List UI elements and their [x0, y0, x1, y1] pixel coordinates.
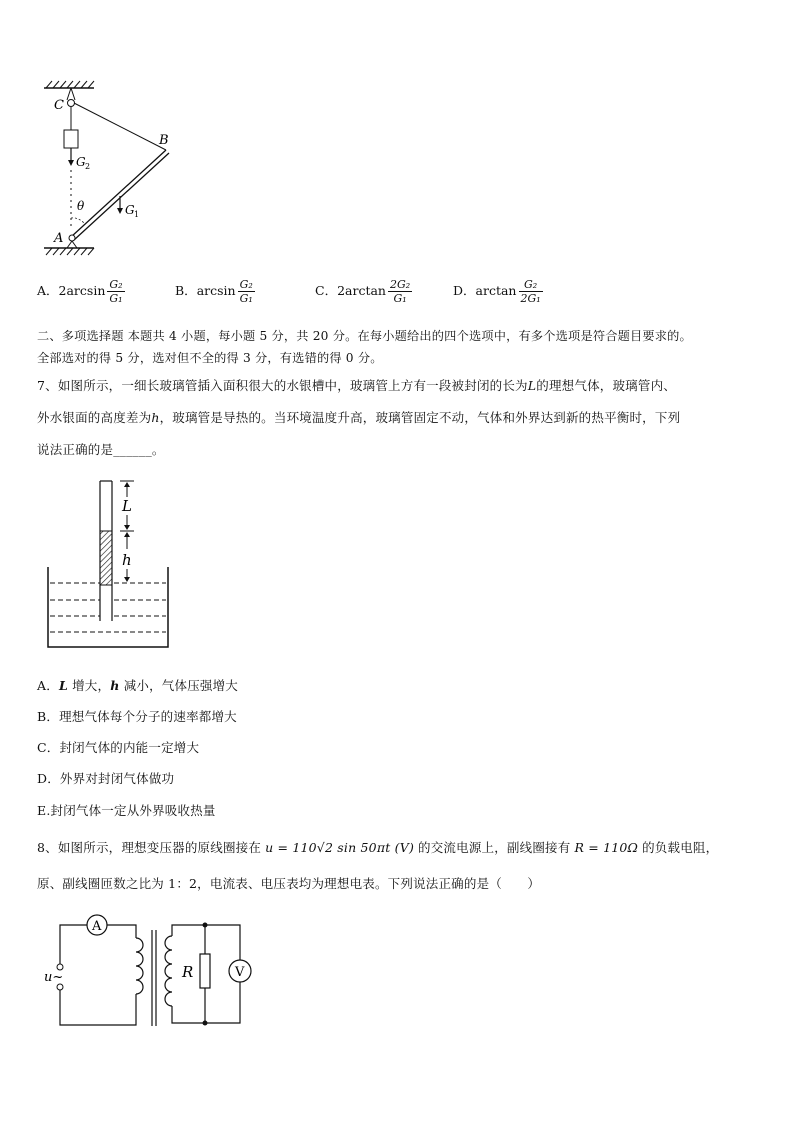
q7-option-a[interactable]: A．L 增大，h 减小，气体压强增大	[37, 678, 238, 693]
option-func: arctan	[475, 283, 517, 298]
q8-line2: 原、副线圈匝数之比为 1：2，电流表、电压表均为理想电表。下列说法正确的是（ ）	[37, 876, 541, 891]
string-cb	[74, 103, 166, 150]
q7-option-e[interactable]: E.封闭气体一定从外界吸收热量	[37, 803, 216, 818]
q6-option-b[interactable]	[175, 278, 255, 305]
section2-line1: 二、多项选择题 本题共 4 小题，每小题 5 分，共 20 分。在每小题给出的四个选项中，有多个选项是符合题目要求的。	[37, 329, 692, 343]
q7-option-b[interactable]: B．理想气体每个分子的速率都增大	[37, 709, 237, 724]
ammeter-label: A	[92, 919, 102, 934]
mercury-tube-diagram	[40, 475, 180, 655]
label-l: L	[122, 497, 132, 515]
label-g2-sub: 2	[85, 162, 91, 171]
option-fraction: $\frac{\text{2G₂}}{\text{G₁}}$	[390, 278, 411, 305]
q6-option-a[interactable]	[37, 278, 125, 305]
label-g2: G	[76, 155, 86, 169]
option-fraction: $\frac{\text{G₂}}{\text{2G₁}}$	[520, 278, 541, 305]
mercury-column	[100, 531, 112, 585]
label-h: h	[122, 551, 132, 569]
q8-line1: 8、如图所示，理想变压器的原线圈接在 u = 110√2 sin 50πt (V) 的交流电源上，副线圈接有 R = 110Ω 的负载电阻，	[37, 840, 719, 855]
transformer-circuit	[40, 908, 280, 1036]
option-func: 2arcsin	[58, 283, 106, 298]
q7-option-d[interactable]: D．外界对封闭气体做功	[37, 771, 175, 786]
label-b: B	[159, 133, 169, 148]
option-func: 2arctan	[337, 283, 386, 298]
label-theta: θ	[77, 199, 85, 213]
resistor	[200, 954, 210, 988]
q7-line2: 外水银面的高度差为h，玻璃管是导热的。当环境温度升高，玻璃管固定不动，气体和外界达到新的热平衡时，下列	[37, 410, 681, 425]
source-label: u~	[44, 970, 64, 985]
q7-option-c[interactable]: C．封闭气体的内能一定增大	[37, 740, 200, 755]
voltmeter-label: V	[235, 965, 245, 980]
label-g1: G	[125, 203, 135, 217]
q7-line1: 7、如图所示，一细长玻璃管插入面积很大的水银槽中，玻璃管上方有一段被封闭的长为L的理想气体，玻璃管内、	[37, 378, 676, 393]
rod-pulley-diagram	[38, 80, 198, 265]
option-letter: B．	[175, 283, 197, 298]
section2-line2: 全部选对的得 5 分，选对但不全的得 3 分，有选错的得 0 分。	[37, 351, 383, 365]
label-c: C	[54, 98, 64, 113]
primary-coil	[136, 938, 143, 994]
hinge-a	[69, 235, 75, 241]
label-a: A	[54, 231, 64, 246]
label-g1-sub: 1	[134, 210, 140, 219]
option-fraction: $\frac{\text{G₂}}{\text{G₁}}$	[239, 278, 253, 305]
option-letter: C．	[315, 283, 338, 298]
q7-line3: 说法正确的是______。	[37, 442, 165, 457]
q8-formula: u = 110√2 sin 50πt (V)	[265, 840, 415, 855]
option-fraction: $\frac{\text{G₂}}{\text{G₁}}$	[109, 278, 123, 305]
resistor-label: R	[182, 963, 194, 981]
weight-block	[64, 130, 78, 148]
option-letter: D．	[453, 283, 476, 298]
q6-option-d[interactable]	[453, 278, 543, 305]
option-letter: A．	[37, 283, 59, 298]
option-func: arcsin	[196, 283, 236, 298]
q8-r-formula: R = 110Ω	[574, 840, 639, 855]
pulley-c	[68, 100, 75, 107]
secondary-coil	[165, 936, 172, 1006]
q6-option-c[interactable]	[315, 278, 412, 305]
